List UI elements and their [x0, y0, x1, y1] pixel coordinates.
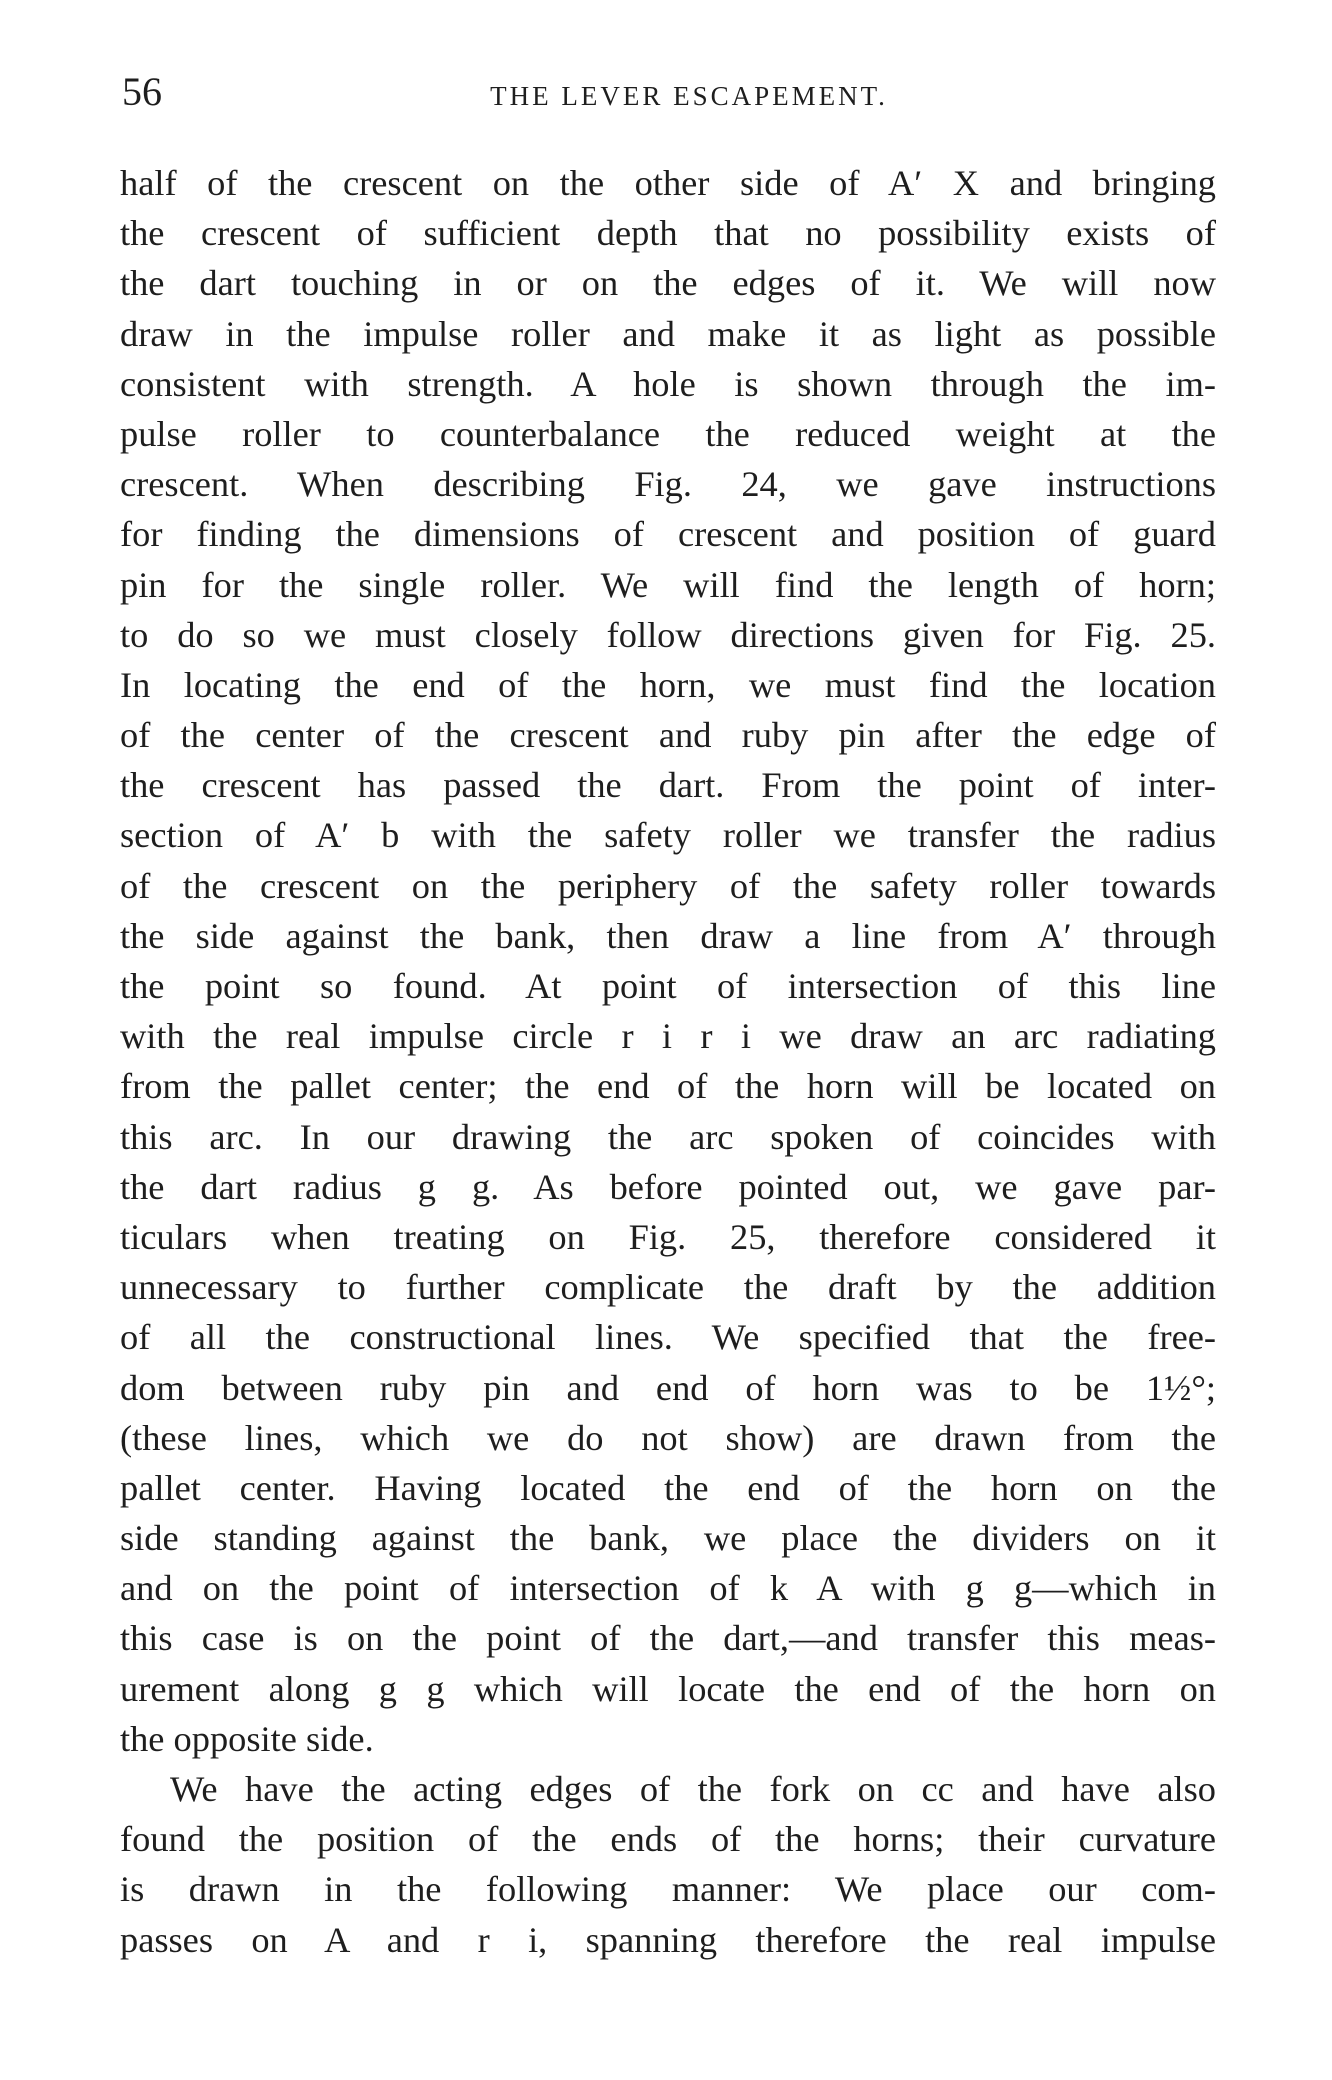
text-line: the dart radius g g. As before pointed out, we gave par- [120, 1166, 1216, 1207]
text-line: the dart touching in or on the edges of it. We will now [120, 263, 1216, 304]
text-line: the crescent has passed the dart. From the point of inter- [120, 765, 1216, 806]
text-line: consistent with strength. A hole is shown through the im- [120, 363, 1216, 404]
text-line: unnecessary to further complicate the draft by the addition [120, 1267, 1216, 1308]
page-number: 56 [122, 69, 162, 114]
page-header [122, 62, 1216, 122]
text-line: dom between ruby pin and end of horn was to be 1½°; [120, 1367, 1216, 1408]
text-line: half of the crescent on the other side of A′ X and bringing [120, 163, 1216, 203]
text-line: is drawn in the following manner: We place our com- [120, 1869, 1216, 1910]
text-line: ticulars when treating on Fig. 25, therefore considered it [120, 1216, 1216, 1257]
text-line: crescent. When describing Fig. 24, we gave instructions [120, 464, 1216, 505]
text-line: of the center of the crescent and ruby pin after the edge of [120, 715, 1216, 756]
text-line: pin for the single roller. We will find the length of horn; [120, 564, 1216, 605]
body-text [120, 158, 1216, 1965]
text-line: this case is on the point of the dart,—and transfer this meas- [120, 1618, 1216, 1659]
text-line: the point so found. At point of intersection of this line [120, 966, 1216, 1006]
text-line: pulse roller to counterbalance the reduced weight at the [120, 413, 1216, 454]
text-line: this arc. In our drawing the arc spoken of coincides with [120, 1116, 1216, 1157]
text-line: of the crescent on the periphery of the safety roller towards [120, 865, 1216, 906]
text-line: In locating the end of the horn, we must find the location [120, 664, 1216, 705]
text-line: the side against the bank, then draw a line from A′ through [120, 915, 1216, 956]
text-line: the crescent of sufficient depth that no possibility exists of [120, 213, 1216, 254]
text-line: for finding the dimensions of crescent and position of guard [120, 514, 1216, 555]
paragraph-1 [120, 158, 1216, 1764]
text-line: with the real impulse circle r i r i we draw an arc radiating [120, 1016, 1216, 1057]
text-line: (these lines, which we do not show) are drawn from the [120, 1417, 1216, 1458]
text-line: side standing against the bank, we place the dividers on it [120, 1518, 1216, 1559]
text-line: passes on A and r i, spanning therefore the real impulse [120, 1919, 1216, 1960]
text-line: We have the acting edges of the fork on cc and have also [170, 1769, 1216, 1809]
text-line: found the position of the ends of the horns; their curvature [120, 1819, 1216, 1860]
paragraph-2 [120, 1764, 1216, 1965]
text-line: and on the point of intersection of k A with g g—which in [120, 1568, 1216, 1609]
text-line: from the pallet center; the end of the horn will be located on [120, 1066, 1216, 1107]
text-line: pallet center. Having located the end of the horn on the [120, 1467, 1216, 1508]
text-line: draw in the impulse roller and make it as light as possible [120, 313, 1216, 354]
text-line: of all the constructional lines. We specified that the free- [120, 1317, 1216, 1358]
text-line: to do so we must closely follow directions given for Fig. 25. [120, 614, 1216, 655]
running-head: THE LEVER ESCAPEMENT. [490, 81, 888, 111]
text-line: the opposite side. [120, 1718, 374, 1759]
text-line: section of A′ b with the safety roller we transfer the radius [120, 815, 1216, 856]
text-line: urement along g g which will locate the end of the horn on [120, 1668, 1216, 1709]
